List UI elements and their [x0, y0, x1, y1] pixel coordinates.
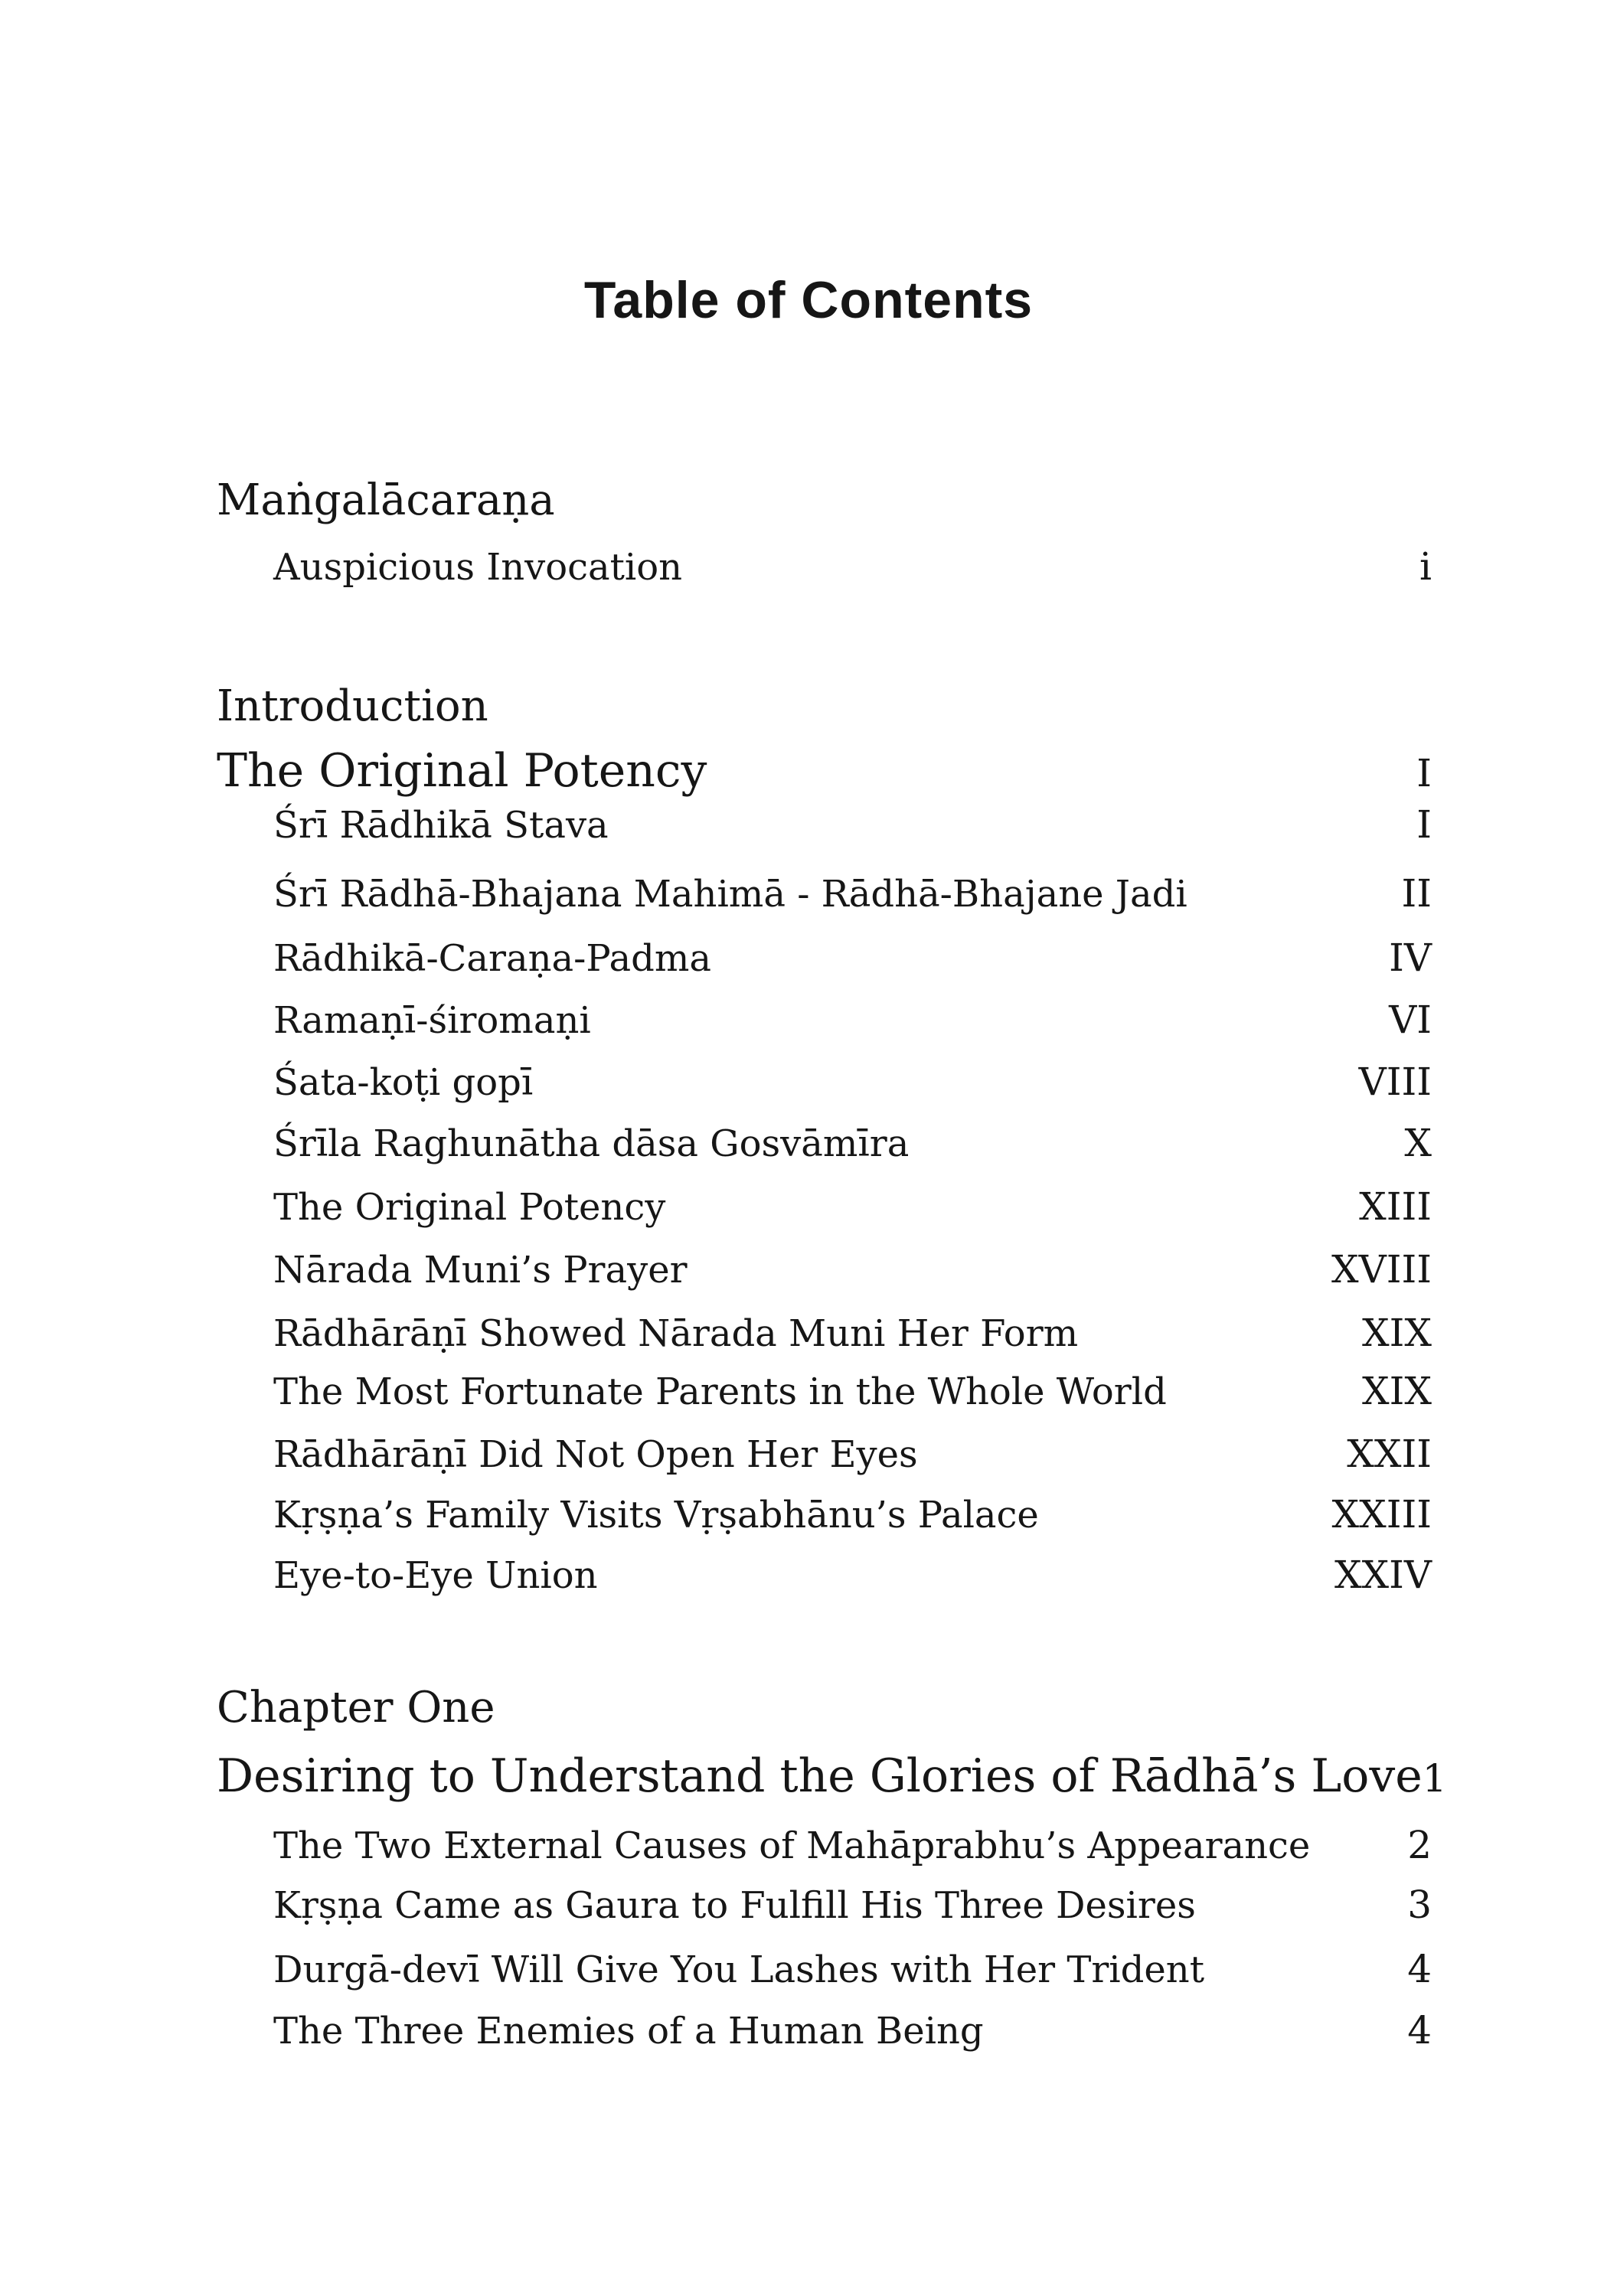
toc-entry-label: The Original Potency	[217, 744, 707, 798]
toc-entry-page: VI	[1389, 998, 1432, 1042]
toc-entry-page: X	[1404, 1121, 1432, 1165]
toc-entry-page: XIX	[1362, 1311, 1432, 1355]
toc-entry-label: Nārada Muni’s Prayer	[273, 1249, 688, 1292]
toc-entry-label: Rādhikā-Caraṇa-Padma	[273, 937, 711, 980]
toc-entry-page: XXII	[1347, 1432, 1432, 1476]
toc-entry-label: Desiring to Understand the Glories of Rādhā’s Love	[217, 1749, 1423, 1803]
toc-entry-page: XIII	[1359, 1184, 1432, 1229]
toc-row	[217, 1369, 1432, 1413]
toc-row	[217, 1883, 1432, 1927]
toc-entry-label: Ramaṇī-śiromaṇi	[273, 999, 591, 1042]
toc-row	[217, 1184, 1432, 1229]
toc-entry-label: Maṅgalācaraṇa	[217, 475, 555, 525]
toc-row	[217, 475, 1432, 525]
toc-row	[217, 1683, 1432, 1733]
page-title: Table of Contents	[583, 271, 1034, 329]
toc-row	[217, 1947, 1432, 1991]
toc-entry-label: Durgā-devī Will Give You Lashes with Her Trident	[273, 1948, 1204, 1991]
toc-entry-label: Śrīla Raghunātha dāsa Gosvāmīra	[273, 1122, 910, 1165]
toc-entry-page: 4	[1407, 1947, 1432, 1991]
toc-row	[217, 1060, 1432, 1104]
toc-entry-label: The Most Fortunate Parents in the Whole World	[273, 1370, 1167, 1413]
toc-row	[217, 1432, 1432, 1476]
toc-row	[217, 871, 1432, 916]
toc-row	[217, 1553, 1432, 1597]
toc-entry-label: Chapter One	[217, 1683, 495, 1733]
toc-entry-page: 1	[1422, 1756, 1447, 1801]
toc-row	[217, 936, 1432, 980]
toc-entry-page: 4	[1407, 2008, 1432, 2053]
toc-row	[217, 681, 1432, 731]
toc-entry-page: 2	[1407, 1823, 1432, 1867]
toc-row	[217, 2008, 1432, 2053]
toc-entry-page: VIII	[1358, 1060, 1432, 1104]
toc-row	[217, 544, 1432, 589]
toc-entry-label: Introduction	[217, 681, 488, 731]
toc-entry-label: Rādhārāṇī Showed Nārada Muni Her Form	[273, 1312, 1079, 1355]
toc-row	[217, 1311, 1432, 1355]
toc-list	[217, 0, 1447, 2296]
toc-entry-label: The Original Potency	[273, 1186, 666, 1229]
toc-entry-label: Śrī Rādhā-Bhajana Mahimā - Rādhā-Bhajane Jadi	[273, 873, 1187, 916]
toc-entry-page: I	[1416, 802, 1432, 847]
toc-entry-page: IV	[1389, 936, 1432, 980]
toc-row	[217, 1247, 1432, 1292]
toc-row	[217, 1121, 1432, 1165]
toc-entry-page: i	[1419, 544, 1432, 589]
toc-entry-page: 3	[1407, 1883, 1432, 1927]
toc-row	[217, 1749, 1447, 1803]
toc-entry-page: XIX	[1362, 1369, 1432, 1413]
toc-entry-label: Śata-koṭi gopī	[273, 1061, 534, 1104]
toc-entry-page: I	[1416, 751, 1432, 795]
toc-entry-label: Kṛṣṇa Came as Gaura to Fulfill His Three Desires	[273, 1884, 1196, 1927]
toc-entry-page: II	[1401, 871, 1432, 916]
toc-entry-page: XXIV	[1334, 1553, 1432, 1597]
toc-entry-label: Eye-to-Eye Union	[273, 1554, 598, 1597]
toc-row	[217, 1823, 1432, 1867]
toc-entry-label: Kṛṣṇa’s Family Visits Vṛṣabhānu’s Palace	[273, 1494, 1039, 1537]
toc-entry-label: The Three Enemies of a Human Being	[273, 2010, 984, 2053]
toc-row	[217, 1492, 1432, 1537]
toc-entry-label: Rādhārāṇī Did Not Open Her Eyes	[273, 1433, 918, 1476]
toc-entry-page: XXIII	[1331, 1492, 1432, 1537]
toc-entry-label: Auspicious Invocation	[273, 546, 683, 589]
toc-row	[217, 802, 1432, 847]
toc-entry-page: XVIII	[1331, 1247, 1432, 1292]
toc-row	[217, 744, 1432, 798]
toc-entry-label: The Two External Causes of Mahāprabhu’s Appearance	[273, 1824, 1311, 1867]
toc-entry-label: Śrī Rādhikā Stava	[273, 804, 609, 847]
toc-row	[217, 998, 1432, 1042]
